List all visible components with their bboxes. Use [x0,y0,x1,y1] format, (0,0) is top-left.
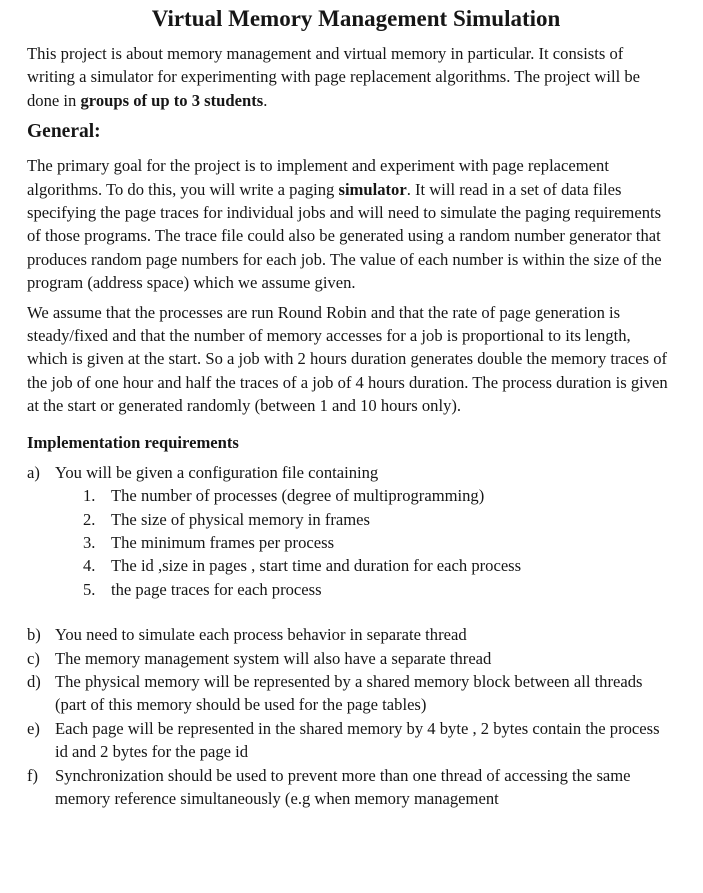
list-item [27,764,673,811]
sub-list-item [83,484,673,507]
list-item [27,717,673,764]
list-marker: b) [27,625,41,645]
list-item-text: You need to simulate each process behavior in separate thread [55,625,467,645]
sub-list-number: 5. [83,579,96,599]
requirements-list-a [27,461,673,601]
sub-list-text: The id ,size in pages , start time and duration for each process [111,556,522,576]
intro-end-text: . [263,90,268,110]
general-heading: General: [27,121,101,143]
sub-list-number: 4. [83,556,96,576]
sub-list-number: 3. [83,532,96,552]
sub-list-text: The number of processes (degree of multiprogramming) [111,486,485,506]
general-p1-bold-text: simulator [338,179,407,199]
sub-list-number: 1. [83,486,96,506]
general-paragraph-2: We assume that the processes are run Round Robin and that the rate of page generation is steady/fixed and that the number of memory accesses for a job is proportional to its length, which is given at the start. So a job with 2 hours duration generates double the memory traces of the job of one hour and half the traces of a job of 4 hours duration. The process duration is given at the start or generated randomly (between 1 and 10 hours only). [27,302,668,416]
list-marker: c) [27,648,40,668]
sub-list-text: The size of physical memory in frames [111,509,370,529]
list-item-text: The memory management system will also have a separate thread [55,648,492,668]
sub-list-item [83,531,673,554]
list-item [27,670,673,717]
intro-text: This project is about memory management and virtual memory in particular. It consists of writing a simulator for experimenting with page replacement algorithms. The project will be done in [27,44,641,110]
list-item-label: You will be given a configuration file containing [55,462,379,482]
general-paragraph-1 [27,154,673,294]
list-item-text: Synchronization should be used to prevent more than one thread of accessing the same memory reference simultaneously (e.g when memory management [55,765,631,808]
requirements-list-b-to-f [27,623,673,810]
list-item [27,461,673,601]
sub-list-text: the page traces for each process [111,579,322,599]
list-marker: f) [27,765,39,785]
intro-paragraph [27,42,673,112]
document-title: Virtual Memory Management Simulation [151,6,561,31]
list-marker: e) [27,718,40,738]
sub-list-item [83,578,673,601]
sub-list-item [83,554,673,577]
sub-list-text: The minimum frames per process [111,532,335,552]
general-p1-text: The primary goal for the project is to implement and experiment with page replacement algorithms. To do this, you will write a paging [27,156,609,199]
general-p1-end-text: . It will read in a set of data files specifying the page traces for individual jobs and will need to simulate the paging requirements of those programs. The trace file could also be generated using a random number generator that produces random page numbers for each job. The value of each number is within the size of the program (address space) which we assume given. [27,179,662,293]
list-item-text [55,461,673,601]
sub-list-item [83,508,673,531]
config-contents-list [55,484,673,601]
intro-bold-text: groups of up to 3 students [80,90,264,110]
list-marker: a) [27,462,40,482]
implementation-heading: Implementation requirements [27,432,239,452]
list-marker: d) [27,671,41,691]
list-item-text: The physical memory will be represented by a shared memory block between all threads (part of this memory should be used for the page tables) [55,671,643,715]
list-item [27,647,673,670]
list-item [27,623,673,646]
sub-list-number: 2. [83,509,96,529]
list-item-text: Each page will be represented in the shared memory by 4 byte , 2 bytes contain the process id and 2 bytes for the page id [55,718,660,762]
